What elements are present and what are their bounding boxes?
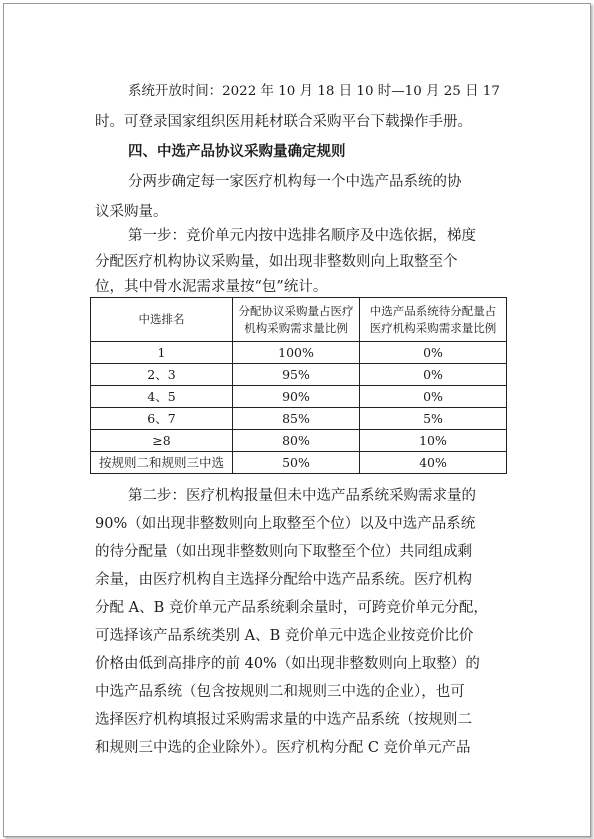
table-row xyxy=(91,408,507,430)
section-4-heading: 四、中选产品协议采购量确定规则 xyxy=(128,144,346,160)
pending-cell: 40% xyxy=(360,452,507,474)
pending-cell: 10% xyxy=(360,430,507,452)
alloc-cell: 50% xyxy=(233,452,360,474)
rank-cell: 2、3 xyxy=(91,364,233,386)
rank-cell: 按规则二和规则三中选 xyxy=(91,452,233,474)
intro-line-1: 分两步确定每一家医疗机构每一个中选产品系统的协 xyxy=(128,174,462,190)
table-row xyxy=(91,364,507,386)
step2-line-4: 余量，由医疗机构自主选择分配给中选产品系统。医疗机构 xyxy=(95,572,472,588)
table-row xyxy=(91,430,507,452)
step1-line-3: 位，其中骨水泥需求量按“包”统计。 xyxy=(95,279,328,295)
quota-table xyxy=(90,297,507,474)
header-rank: 中选排名 xyxy=(91,298,233,342)
alloc-cell: 85% xyxy=(233,408,360,430)
header-pending-ratio: 中选产品系统待分配量占 医疗机构采购需求量比例 xyxy=(360,298,507,342)
step2-line-1: 第二步：医疗机构报量但未中选产品系统采购需求量的 xyxy=(128,488,476,504)
open-time-line-2: 时。可登录国家组织医用耗材联合采购平台下载操作手册。 xyxy=(95,114,472,130)
table-header-row xyxy=(91,298,507,342)
table-row xyxy=(91,452,507,474)
step1-line-1: 第一步：竞价单元内按中选排名顺序及中选依据，梯度 xyxy=(128,228,476,244)
pending-cell: 0% xyxy=(360,364,507,386)
step2-line-10: 和规则三中选的企业除外）。医疗机构分配 C 竞价单元产品 xyxy=(95,740,471,756)
pending-cell: 0% xyxy=(360,386,507,408)
table-row xyxy=(91,386,507,408)
step1-line-2: 分配医疗机构协议采购量，如出现非整数则向上取整至个 xyxy=(95,254,458,270)
rank-cell: ≥8 xyxy=(91,430,233,452)
step2-line-8: 中选产品系统（包含按规则二和规则三中选的企业），也可 xyxy=(95,684,465,700)
rank-cell: 4、5 xyxy=(91,386,233,408)
pending-cell: 5% xyxy=(360,408,507,430)
step2-line-9: 选择医疗机构填报过采购需求量的中选产品系统（按规则二 xyxy=(95,712,472,728)
pending-cell: 0% xyxy=(360,342,507,364)
alloc-cell: 100% xyxy=(233,342,360,364)
open-time-line-1: 系统开放时间：2022 年 10 月 18 日 10 时—10 月 25 日 17 xyxy=(128,84,500,99)
intro-line-2: 议采购量。 xyxy=(95,204,168,220)
alloc-cell: 95% xyxy=(233,364,360,386)
step2-line-5: 分配 A、B 竞价单元产品系统剩余量时，可跨竞价单元分配， xyxy=(95,600,488,616)
rank-cell: 6、7 xyxy=(91,408,233,430)
alloc-cell: 80% xyxy=(233,430,360,452)
header-alloc-ratio: 分配协议采购量占医疗 机构采购需求量比例 xyxy=(233,298,360,342)
step2-line-7: 价格由低到高排序的前 40%（如出现非整数则向上取整）的 xyxy=(95,656,480,672)
step2-line-2: 90%（如出现非整数则向上取整至个位）以及中选产品系统 xyxy=(95,516,476,532)
table-row xyxy=(91,342,507,364)
rank-cell: 1 xyxy=(91,342,233,364)
step2-line-6: 可选择该产品系统类别 A、B 竞价单元中选企业按竞价比价 xyxy=(95,628,474,644)
alloc-cell: 90% xyxy=(233,386,360,408)
step2-line-3: 的待分配量（如出现非整数则向下取整至个位）共同组成剩 xyxy=(95,544,472,560)
